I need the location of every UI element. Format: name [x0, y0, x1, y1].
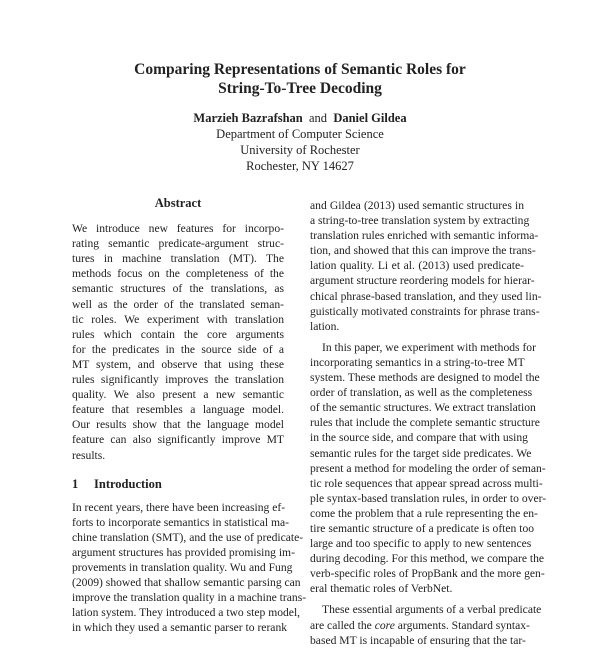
- intro-line: in which they used a semantic parser to rerank: [72, 621, 288, 635]
- body-line: order of translation, as well as the completeness: [310, 386, 533, 400]
- abstract-line: results.: [72, 448, 106, 462]
- section-heading-introduction: [72, 477, 284, 492]
- body-line: translation rules enriched with semantic informa-: [310, 229, 539, 243]
- body-line: in the source side, and compare that with using: [310, 431, 528, 445]
- body-line: tire semantic structure of a predicate is often too: [310, 521, 535, 535]
- title-line-1: Comparing Representations of Semantic Roles for: [134, 61, 466, 78]
- body-line: argument structure reordering models for hierar-: [310, 274, 535, 288]
- intro-line: In recent years, there have been increasing ef-: [72, 500, 286, 514]
- body-line: semantic rules for the target side predicates. We: [310, 446, 532, 460]
- intro-line: provements in translation quality. Wu and Fung: [72, 561, 293, 575]
- intro-paragraph: [72, 500, 307, 636]
- section-number: 1: [72, 476, 79, 491]
- intro-line: forts to incorporate semantics in statistical ma-: [72, 515, 289, 529]
- left-column: [72, 196, 307, 636]
- right-column: [310, 198, 547, 648]
- abstract-line: tures in machine translation (MT). The: [72, 252, 284, 266]
- right-paragraph-2: [310, 340, 547, 597]
- abstract-line: tic roles. We experiment with translation: [72, 312, 284, 326]
- affiliation-univ: University of Rochester: [240, 143, 360, 157]
- abstract-body: [72, 221, 284, 463]
- body-line: and Gildea (2013) used semantic structures in: [310, 199, 524, 212]
- body-line: incorporating semantics in a string-to-tree MT: [310, 355, 525, 369]
- body-line: guistically motivated constraints for phrase trans-: [310, 304, 540, 318]
- author-2: Daniel Gildea: [333, 111, 407, 125]
- intro-line: (2009) showed that shallow semantic parsing can: [72, 576, 301, 590]
- abstract-line: rules significantly improves the translation: [72, 373, 284, 387]
- body-line: come the problem that a rule representing the en-: [310, 506, 538, 520]
- emphasis-core: core: [374, 618, 395, 632]
- right-paragraph-3: [310, 602, 542, 647]
- affiliation-dept: Department of Computer Science: [216, 127, 384, 141]
- abstract-line: rules which contain the core arguments: [72, 327, 284, 341]
- body-line: during decoding. For this method, we compare the: [310, 552, 545, 566]
- abstract-line: MT system, and observe that using these: [72, 357, 284, 371]
- body-line: [310, 618, 530, 633]
- body-line: system. These methods are designed to model the: [310, 371, 540, 385]
- body-line: based MT is incapable of ensuring that the tar-: [310, 633, 526, 647]
- author-block: [0, 110, 600, 174]
- affiliation-address: Rochester, NY 14627: [246, 159, 354, 173]
- body-line: ple syntax-based translation rules, in order to over-: [310, 491, 547, 505]
- abstract-line: well as the order of the translated seman-: [72, 297, 284, 311]
- intro-line: chine translation (SMT), and the use of predicate-: [72, 530, 304, 544]
- abstract-line: methods focus on the completeness of the: [72, 267, 284, 281]
- body-line: rules that include the complete semantic structure: [310, 416, 540, 430]
- body-line: a string-to-tree translation system by extracting: [310, 214, 530, 228]
- abstract-line: feature that resembles a language model.: [72, 403, 284, 417]
- abstract-line: Our results show that the language model: [72, 418, 284, 432]
- abstract-line: rating semantic predicate-argument struc-: [72, 237, 284, 251]
- abstract-line: for the predicates in the source side of a: [72, 342, 284, 356]
- text-run: arguments. Standard syntax-: [394, 618, 530, 632]
- abstract-line: quality. We also present a new semantic: [72, 388, 284, 402]
- body-line: lation.: [310, 319, 340, 333]
- abstract-line: semantic structures of the translations, as: [72, 282, 284, 296]
- body-line: of the semantic structures. We extract translation: [310, 401, 536, 415]
- intro-line: improve the translation quality in a machine trans-: [72, 591, 307, 605]
- body-line: large and too specific to apply to new sentences: [310, 537, 532, 551]
- abstract-line: feature can also significantly improve MT: [72, 433, 284, 447]
- abstract-line: We introduce new features for incorpo-: [72, 222, 284, 236]
- body-line: tic role sequences that appear spread across multi-: [310, 476, 543, 490]
- author-1: Marzieh Bazrafshan: [193, 111, 303, 125]
- text-run: are called the: [310, 618, 375, 632]
- title-line-2: String-To-Tree Decoding: [218, 80, 382, 97]
- abstract-heading: Abstract: [154, 196, 202, 210]
- body-line: eral thematic roles of VerbNet.: [310, 582, 453, 596]
- intro-line: argument structures has provided promising im-: [72, 545, 295, 559]
- right-paragraph-1: [310, 198, 542, 334]
- section-title: Introduction: [94, 476, 162, 491]
- body-line: verb-specific roles of PropBank and the more gen-: [310, 567, 545, 581]
- body-line: present a method for modeling the order of seman-: [310, 461, 546, 475]
- body-line: lation quality. Li et al. (2013) used predicate-: [310, 259, 524, 273]
- body-line: tion, and showed that this can improve the trans-: [310, 244, 536, 258]
- body-line: In this paper, we experiment with methods for: [322, 340, 536, 354]
- author-conj: and: [309, 111, 328, 125]
- intro-line: lation system. They introduced a two step model,: [72, 606, 301, 620]
- body-line: chical phrase-based translation, and they used lin-: [310, 289, 542, 303]
- body-line: These essential arguments of a verbal predicate: [322, 603, 542, 617]
- author-names: [0, 110, 600, 126]
- paper-title: [0, 60, 600, 98]
